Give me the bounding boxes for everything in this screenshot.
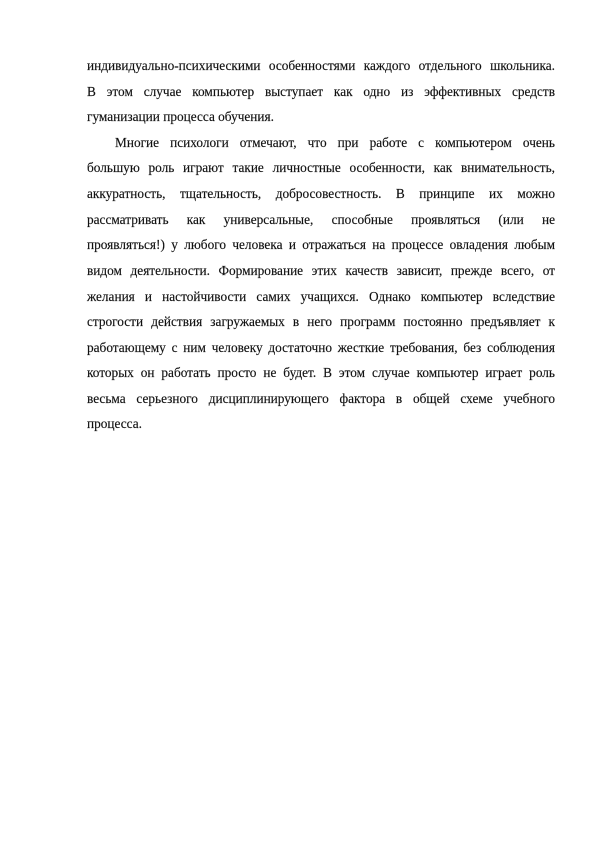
text-line: В этом случае компьютер выступает как одно из эффективных средств — [87, 84, 555, 99]
text-line: индивидуально-психическими особенностями каждого отдельного школьника. — [87, 58, 555, 73]
text-line: проявляться!) у любого человека и отражаться на процессе овладения любым — [87, 237, 555, 252]
text-line: видом деятельности. Формирование этих качеств зависит, прежде всего, от — [87, 263, 555, 278]
text-line: желания и настойчивости самих учащихся. Однако компьютер вследствие — [87, 289, 555, 304]
text-line: гуманизации процесса обучения. — [87, 109, 274, 124]
text-line: процесса. — [87, 416, 142, 431]
text-line: работающему с ним человеку достаточно жесткие требования, без соблюдения — [87, 340, 555, 355]
text-line: большую роль играют такие личностные особенности, как внимательность, — [87, 160, 555, 175]
text-line: рассматривать как универсальные, способные проявляться (или не — [87, 212, 555, 227]
text-line: которых он работать просто не будет. В этом случае компьютер играет роль — [87, 365, 555, 380]
text-line: строгости действия загружаемых в него программ постоянно предъявляет к — [87, 314, 555, 329]
text-line: весьма серьезного дисциплинирующего фактора в общей схеме учебного — [87, 391, 555, 406]
text-line: аккуратность, тщательность, добросовестность. В принципе их можно — [87, 186, 555, 201]
text-line: Многие психологи отмечают, что при работе с компьютером очень — [115, 135, 555, 150]
